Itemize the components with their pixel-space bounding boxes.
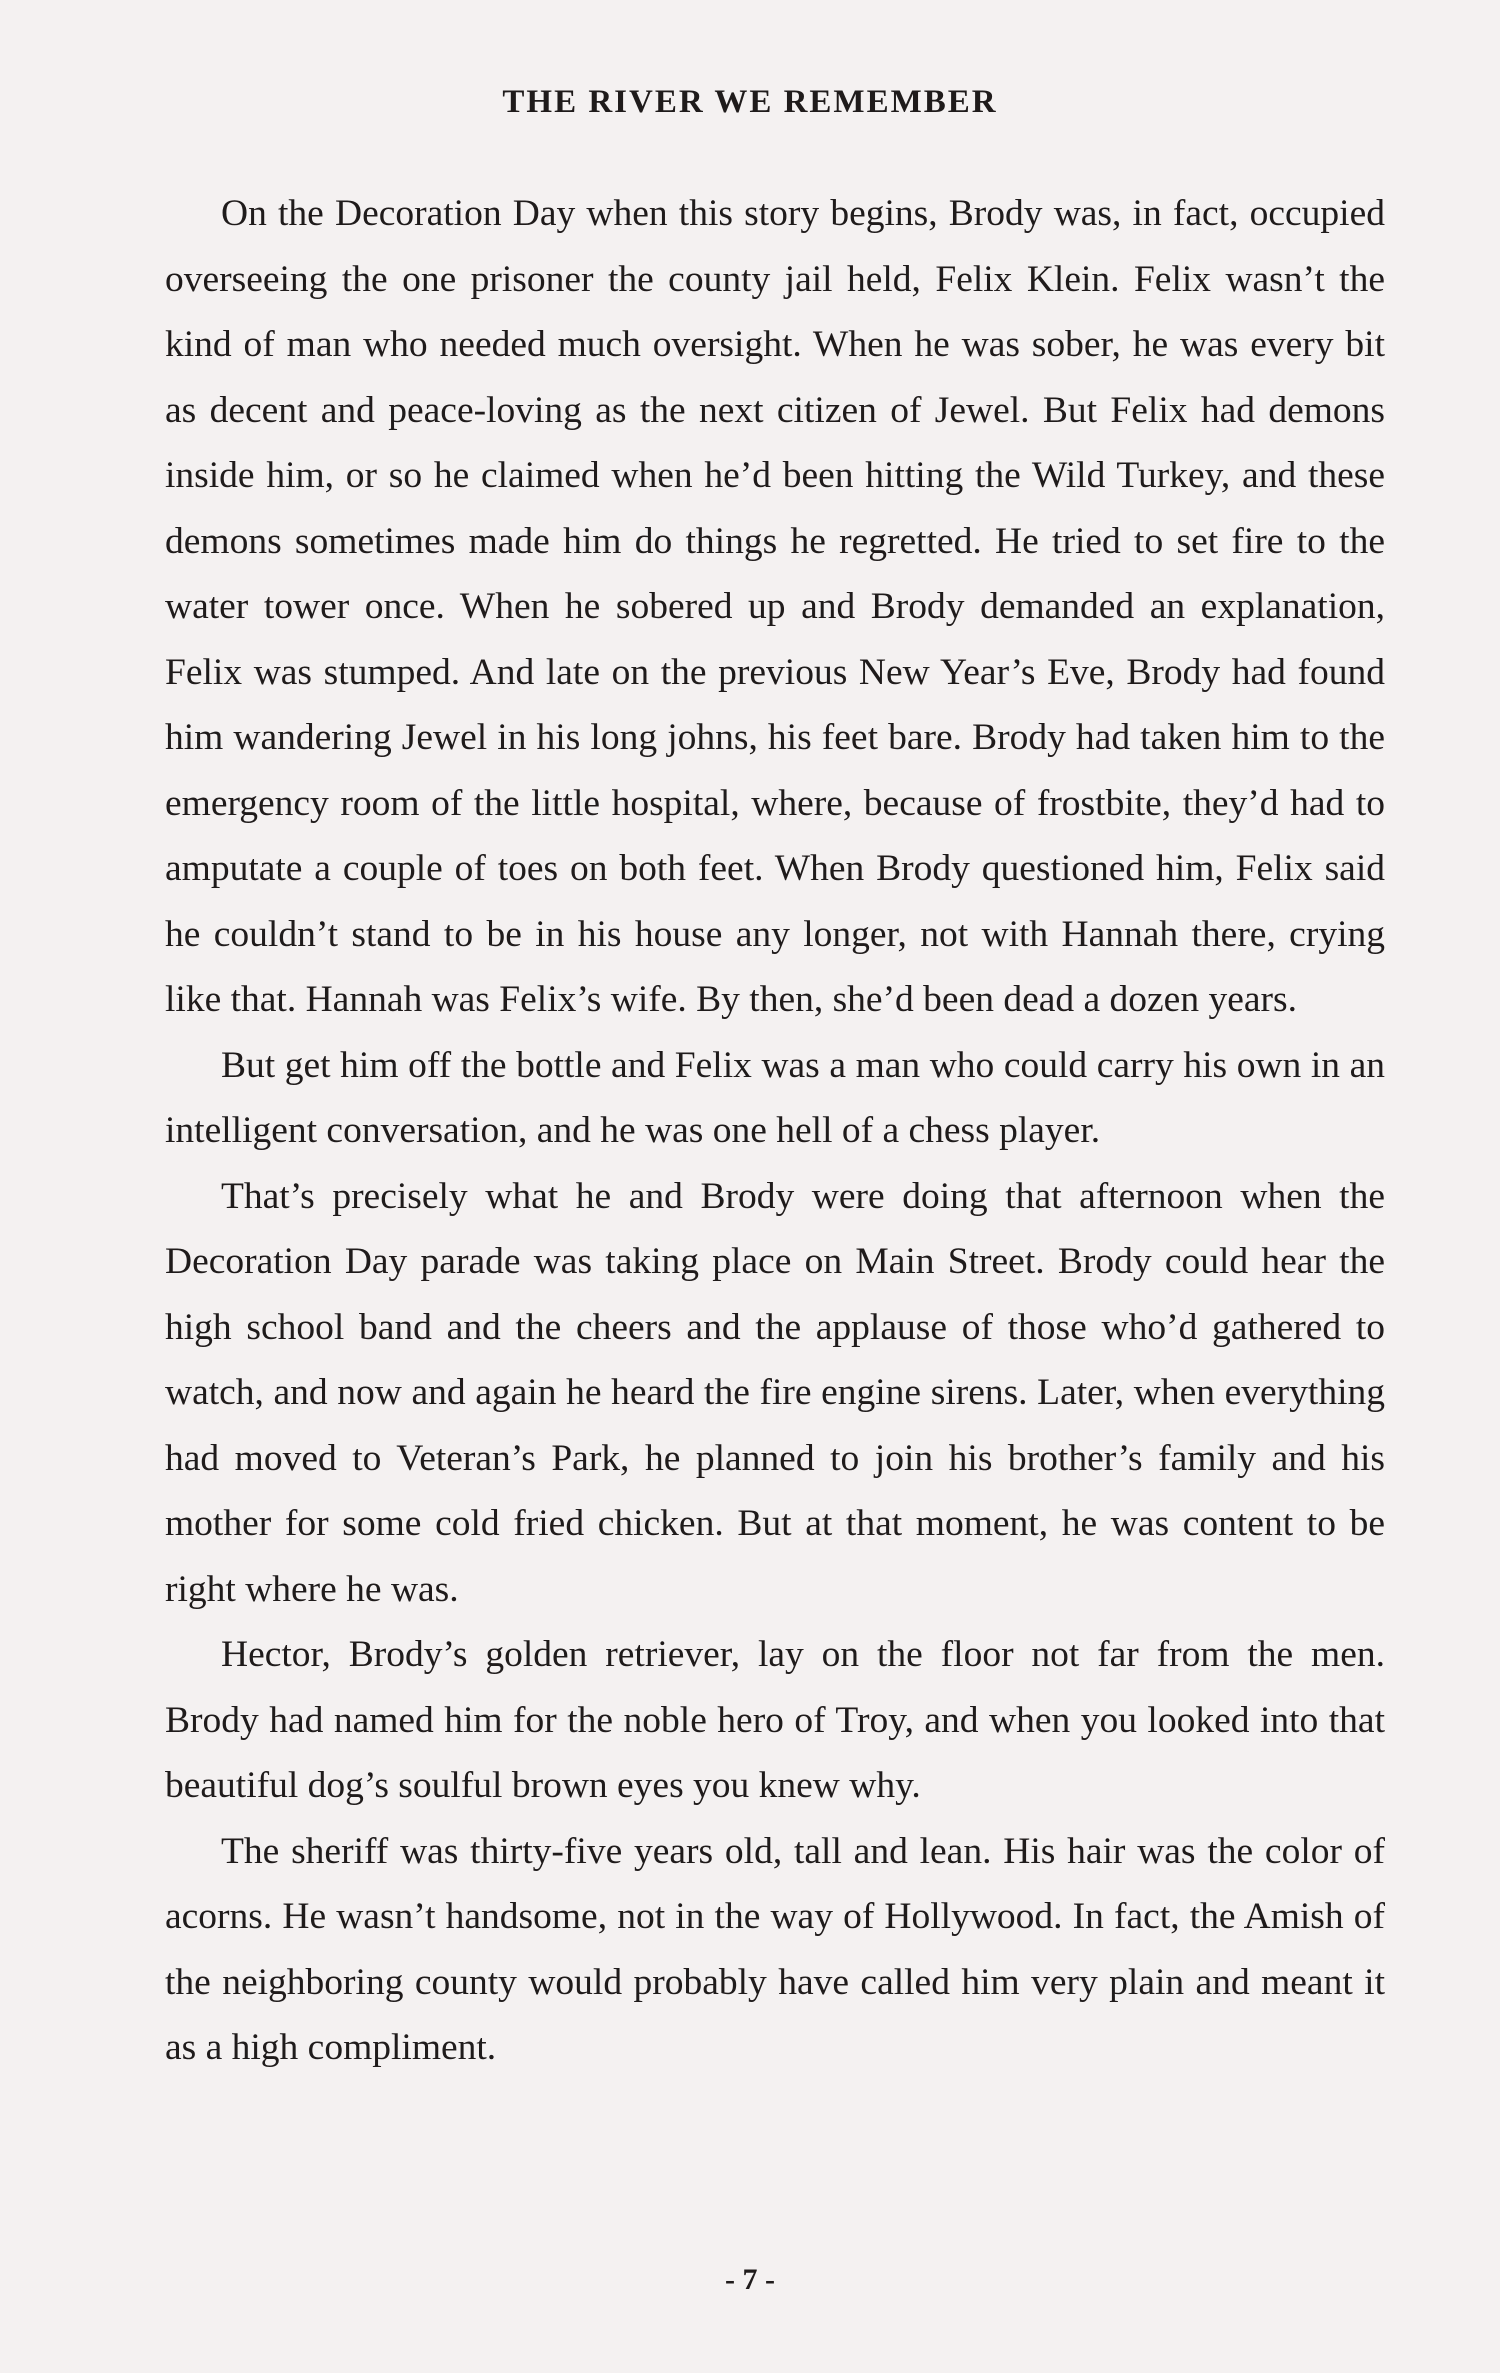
paragraph-3: That’s precisely what he and Brody were doing that afternoon when the Decoration Day parade was taking place on Main Street. Brody could hear the high school band and the cheers and the applause of those who’d gathered to watch, and now and again he heard the fire engine sirens. Later, when everything had moved to Veteran’s Park, he planned to join his brother’s family and his mother for some cold fried chicken. But at that moment, he was content to be right where he was. <box>165 1175 1385 1610</box>
body-text <box>165 181 1385 2081</box>
paragraph-5: The sheriff was thirty-five years old, tall and lean. His hair was the color of acorns. He wasn’t handsome, not in the way of Hollywood. In fact, the Amish of the neighboring county would probably have called him very plain and meant it as a high compliment. <box>165 1830 1385 2068</box>
paragraph-1: On the Decoration Day when this story begins, Brody was, in fact, occupied overseeing the one prisoner the county jail held, Felix Klein. Felix wasn’t the kind of man who needed much oversight. When he was sober, he was every bit as decent and peace-loving as the next citizen of Jewel. But Felix had demons inside him, or so he claimed when he’d been hitting the Wild Turkey, and these demons sometimes made him do things he regretted. He tried to set fire to the water tower once. When he sobered up and Brody demanded an explanation, Felix was stumped. And late on the previous New Year’s Eve, Brody had found him wandering Jewel in his long johns, his feet bare. Brody had taken him to the emergency room of the little hospital, where, because of frostbite, they’d had to amputate a couple of toes on both feet. When Brody questioned him, Felix said he couldn’t stand to be in his house any longer, not with Hannah there, crying like that. Hannah was Felix’s wife. By then, she’d been dead a dozen years. <box>165 193 1385 1020</box>
page-number: - 7 - <box>725 2263 775 2296</box>
paragraph-2: But get him off the bottle and Felix was a man who could carry his own in an intelligent conversation, and he was one hell of a chess player. <box>165 1044 1385 1151</box>
paragraph-4: Hector, Brody’s golden retriever, lay on the floor not far from the men. Brody had named him for the noble hero of Troy, and when you looked into that beautiful dog’s soulful brown eyes you knew why. <box>165 1634 1385 1806</box>
running-head: THE RIVER WE REMEMBER <box>502 84 998 120</box>
